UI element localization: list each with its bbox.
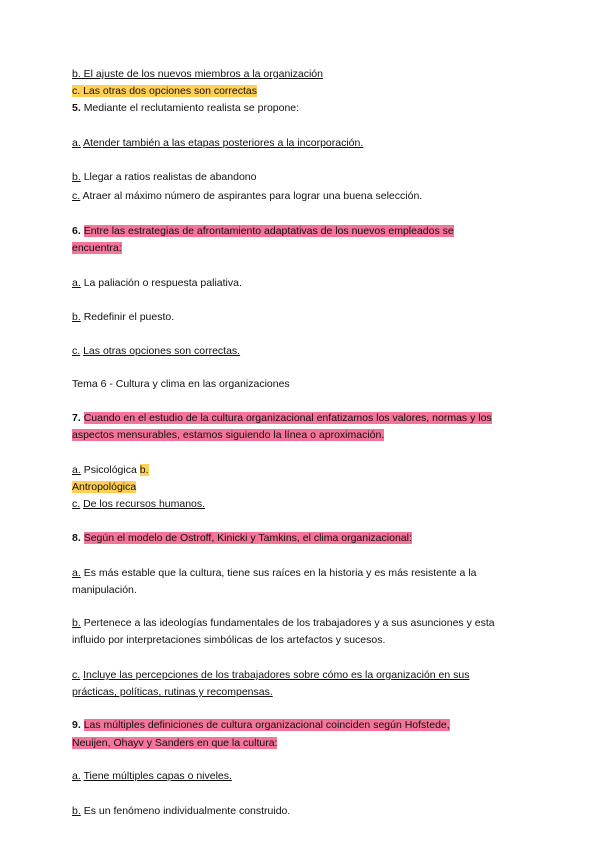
question-7-options-a-b: a. Psicológica b.: [72, 464, 149, 476]
question-6-option-b: b. Redefinir el puesto.: [72, 311, 175, 323]
question-7-option-b-text: Antropológica: [72, 481, 137, 493]
answer-c-prev: c. Las otras dos opciones son correctas: [72, 85, 258, 97]
question-5-option-a: a. Atender también a las etapas posteriores a la incorporación.: [72, 137, 364, 149]
question-9-line-2: Neuijen, Ohayv y Sanders en que la cultura:: [72, 737, 278, 749]
question-8-option-c-line-1: c. Incluye las percepciones de los trabajadores sobre cómo es la organización en sus: [72, 669, 470, 681]
question-8-option-a-line-2: manipulación.: [72, 584, 137, 596]
question-5-option-c: c. Atraer al máximo número de aspirantes para lograr una buena selección.: [72, 190, 423, 202]
question-5: 5. Mediante el reclutamiento realista se propone:: [72, 102, 300, 114]
question-9-line-1: 9. Las múltiples definiciones de cultura organizacional coinciden según Hofstede,: [72, 719, 450, 731]
question-8: 8. Según el modelo de Ostroff, Kinicki y Tamkins, el clima organizacional:: [72, 532, 412, 544]
question-6-option-c: c. Las otras opciones son correctas.: [72, 345, 241, 357]
question-9-option-a: a. Tiene múltiples capas o niveles.: [72, 770, 232, 782]
question-5-option-b: b. Llegar a ratios realistas de abandono: [72, 171, 257, 183]
question-7-line-1: 7. Cuando en el estudio de la cultura organizacional enfatizamos los valores, normas y los: [72, 412, 492, 424]
question-7-line-2: aspectos mensurables, estamos siguiendo la línea o aproximación.: [72, 429, 385, 441]
question-8-option-b-line-2: influido por interpretaciones simbólicas de los artefactos y sucesos.: [72, 634, 386, 646]
answer-b-prev: b. El ajuste de los nuevos miembros a la organización: [72, 68, 323, 80]
question-6-line-2: encuentra:: [72, 242, 122, 254]
question-9-option-b: b. Es un fenómeno individualmente construido.: [72, 805, 291, 817]
question-8-option-b-line-1: b. Pertenece a las ideologías fundamentales de los trabajadores y a sus asunciones y esta: [72, 617, 495, 629]
question-6-line-1: 6. Entre las estrategias de afrontamiento adaptativas de los nuevos empleados se: [72, 225, 454, 237]
section-heading: Tema 6 - Cultura y clima en las organizaciones: [72, 378, 290, 390]
question-8-option-a-line-1: a. Es más estable que la cultura, tiene sus raíces en la historia y es más resistente a la: [72, 567, 477, 579]
question-7-option-c: c. De los recursos humanos.: [72, 498, 206, 510]
question-6-option-a: a. La paliación o respuesta paliativa.: [72, 277, 242, 289]
question-8-option-c-line-2: prácticas, políticas, rutinas y recompensas.: [72, 686, 273, 698]
